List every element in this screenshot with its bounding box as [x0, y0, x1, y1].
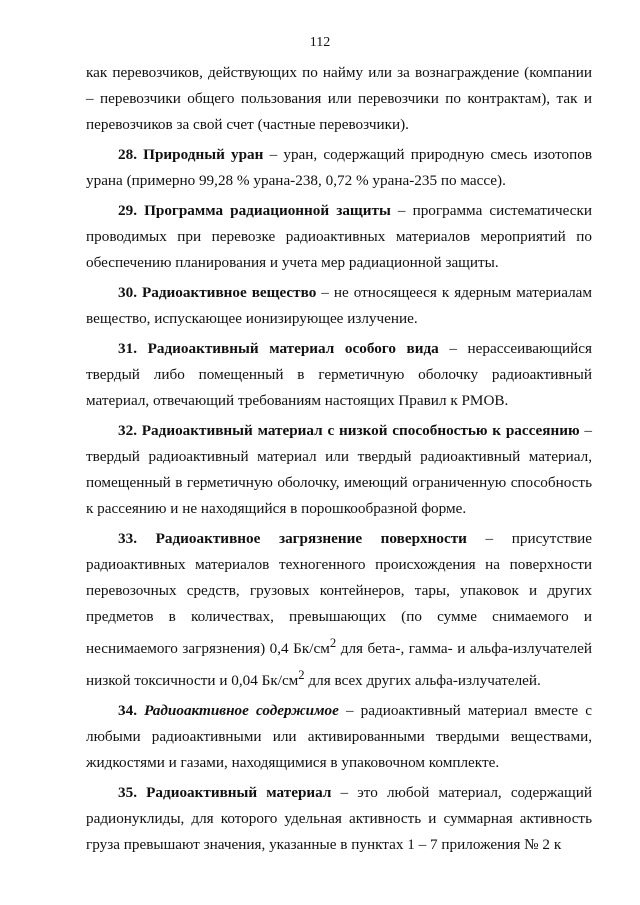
paragraph-text: как перевозчиков, действующих по найму или за вознаграждение (компании – перевозчики общего пользования или перевозчики по контрактам), так и перевозчиков за свой счет (частные перевозчики).: [86, 64, 592, 133]
definition-text: – не относящееся к ядерным материалам вещество, испускающее ионизирующее излучение.: [86, 284, 593, 327]
definition-term: Радиоактивное загрязнение поверхности: [155, 530, 467, 547]
definition-29: [86, 198, 592, 276]
paragraph-continuation: [86, 60, 592, 138]
definition-34: [86, 698, 592, 776]
definition-text: – уран, содержащий природную смесь изотопов урана (примерно 99,28 % урана-238, 0,72 % урана-235 по массе).: [86, 146, 592, 189]
definition-text: – это любой материал, содержащий радионуклиды, для которого удельная активность и суммарная активность груза превышают значения, указанные в пунктах 1 – 7 приложения № 2 к: [86, 784, 592, 854]
superscript: 2: [298, 668, 305, 683]
definition-number: 34.: [118, 702, 137, 720]
definition-text: – программа систематически проводимых при перевозке радиоактивных материалов мероприятий по обеспечению планирования и учета мер радиационной защиты.: [86, 202, 592, 271]
definition-term: Радиоактивный материал: [146, 784, 332, 802]
definition-text: – присутствие радиоактивных материалов техногенного происхождения на поверхности перевозочных средств, грузовых контейнеров, тары, упаковок и других предметов в количествах, превышающих (по сумме снимаемого и неснимаемого загрязнения) 0,4 Бк/см: [86, 530, 592, 658]
document-body: [86, 60, 592, 862]
definition-number: 33.: [118, 530, 137, 547]
definition-number: 32.: [118, 422, 137, 439]
definition-text: для всех других альфа-излучателей.: [304, 672, 541, 690]
definition-number: 30.: [118, 284, 137, 301]
definition-number: 29.: [118, 202, 137, 219]
definition-term: Природный уран: [143, 146, 264, 163]
definition-term: Программа радиационной защиты: [144, 202, 391, 219]
definition-30: [86, 280, 592, 332]
definition-number: 31.: [118, 340, 137, 357]
definition-text: для бета-, гамма- и альфа-излучателей низкой токсичности и 0,04 Бк/см: [86, 640, 592, 690]
definition-28: [86, 142, 592, 194]
definition-text: – твердый радиоактивный материал или твердый радиоактивный материал, помещенный в герметичную оболочку, имеющий ограниченную способность к рассеянию и не находящийся в порошкообразной форме.: [86, 422, 593, 517]
definition-31: [86, 336, 592, 414]
definition-text: – нерассеивающийся твердый либо помещенный в герметичную оболочку радиоактивный материал, отвечающий требованиям настоящих Правил к РМОВ.: [86, 340, 593, 409]
definition-term: Радиоактивное вещество: [141, 284, 317, 301]
definition-term: Радиоактивный материал особого вида: [147, 340, 439, 357]
page-number: 112: [309, 35, 331, 50]
superscript: 2: [329, 636, 337, 650]
definition-number: 28.: [118, 146, 137, 163]
definition-33: [86, 526, 592, 694]
definition-term: Радиоактивное содержимое: [144, 702, 339, 720]
definition-number: 35.: [118, 784, 137, 802]
definition-term: Радиоактивный материал с низкой способностью к рассеянию: [141, 422, 580, 439]
definition-35: [86, 780, 592, 858]
definition-text: – радиоактивный материал вместе с любыми радиоактивными или активированными твердыми веществами, жидкостями и газами, находящимися в упаковочном комплекте.: [86, 702, 593, 772]
definition-32: [86, 418, 592, 522]
